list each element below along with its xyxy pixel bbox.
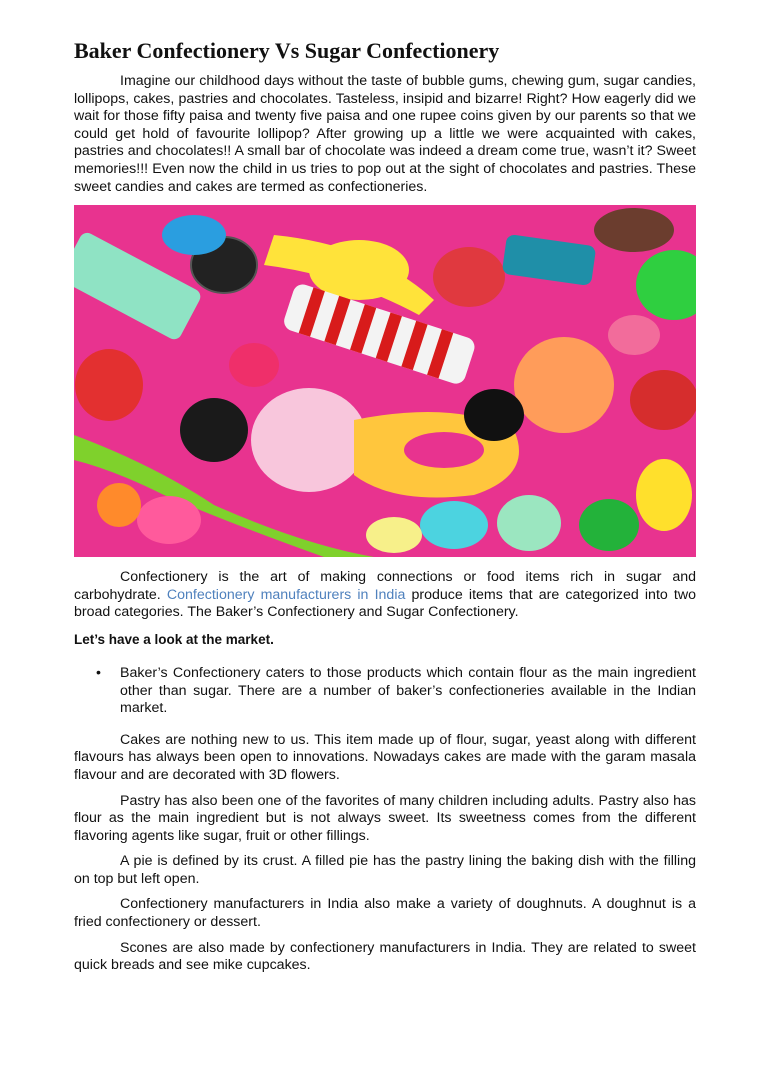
list-item xyxy=(74,665,696,718)
intro-paragraph: Imagine our childhood days without the taste of bubble gums, chewing gum, sugar candies, lollipops, cakes, pastries and chocolates. Tasteless, insipid and bizarre! Right? How eagerly did we wait for those fifty paisa and twenty five paisa and one rupee coins given by our parents so that we could get hold of favourite lollipop? After growing up a little we were acquainted with cakes, pastries and chocolates!! A small bar of chocolate was indeed a dream come true, wasn’t it? Sweet memories!!! Even now the child in us tries to pop out at the sight of chocolates and pastries. These sweet candies and cakes are termed as confectioneries. xyxy=(74,73,696,195)
cakes-paragraph: Cakes are nothing new to us. This item made up of flour, sugar, yeast along with different flavours has always been open to innovations. Nowadays cakes are made with the garam masala flavour and are decorated with 3D flowers. xyxy=(74,731,696,783)
list-item-text: Baker’s Confectionery caters to those products which contain flour as the main ingredient other than sugar. There are a number of baker’s confectioneries available in the Indian market. xyxy=(120,664,696,717)
candy-photo xyxy=(74,205,696,557)
section-subheading: Let’s have a look at the market. xyxy=(74,631,274,647)
document-body xyxy=(74,38,696,975)
page-title: Baker Confectionery Vs Sugar Confectionery xyxy=(74,38,500,63)
definition-text-before: Confectionery is the art of making connections or food items rich in sugar and carbohydrate. xyxy=(74,569,696,603)
confectionery-manufacturers-link[interactable]: Confectionery manufacturers in India xyxy=(166,586,406,603)
bullet-marker: • xyxy=(96,664,101,681)
definition-paragraph xyxy=(74,569,696,622)
definition-text-after: produce items that are categorized into two broad categories. The Baker’s Confectionery and Sugar Confectionery. xyxy=(74,586,696,621)
pastry-paragraph: Pastry has also been one of the favorites of many children including adults. Pastry also has flour as the main ingredient but is not always sweet. Its sweetness comes from the different flavoring agents like sugar, fruit or other fillings. xyxy=(74,792,696,844)
pie-paragraph: A pie is defined by its crust. A filled pie has the pastry lining the baking dish with the filling on top but left open. xyxy=(74,853,696,887)
doughnut-paragraph: Confectionery manufacturers in India also make a variety of doughnuts. A doughnut is a fried confectionery or dessert. xyxy=(74,896,696,931)
bullet-list xyxy=(74,665,696,718)
scones-paragraph: Scones are also made by confectionery manufacturers in India. They are related to sweet quick breads and see mike cupcakes. xyxy=(74,939,696,974)
